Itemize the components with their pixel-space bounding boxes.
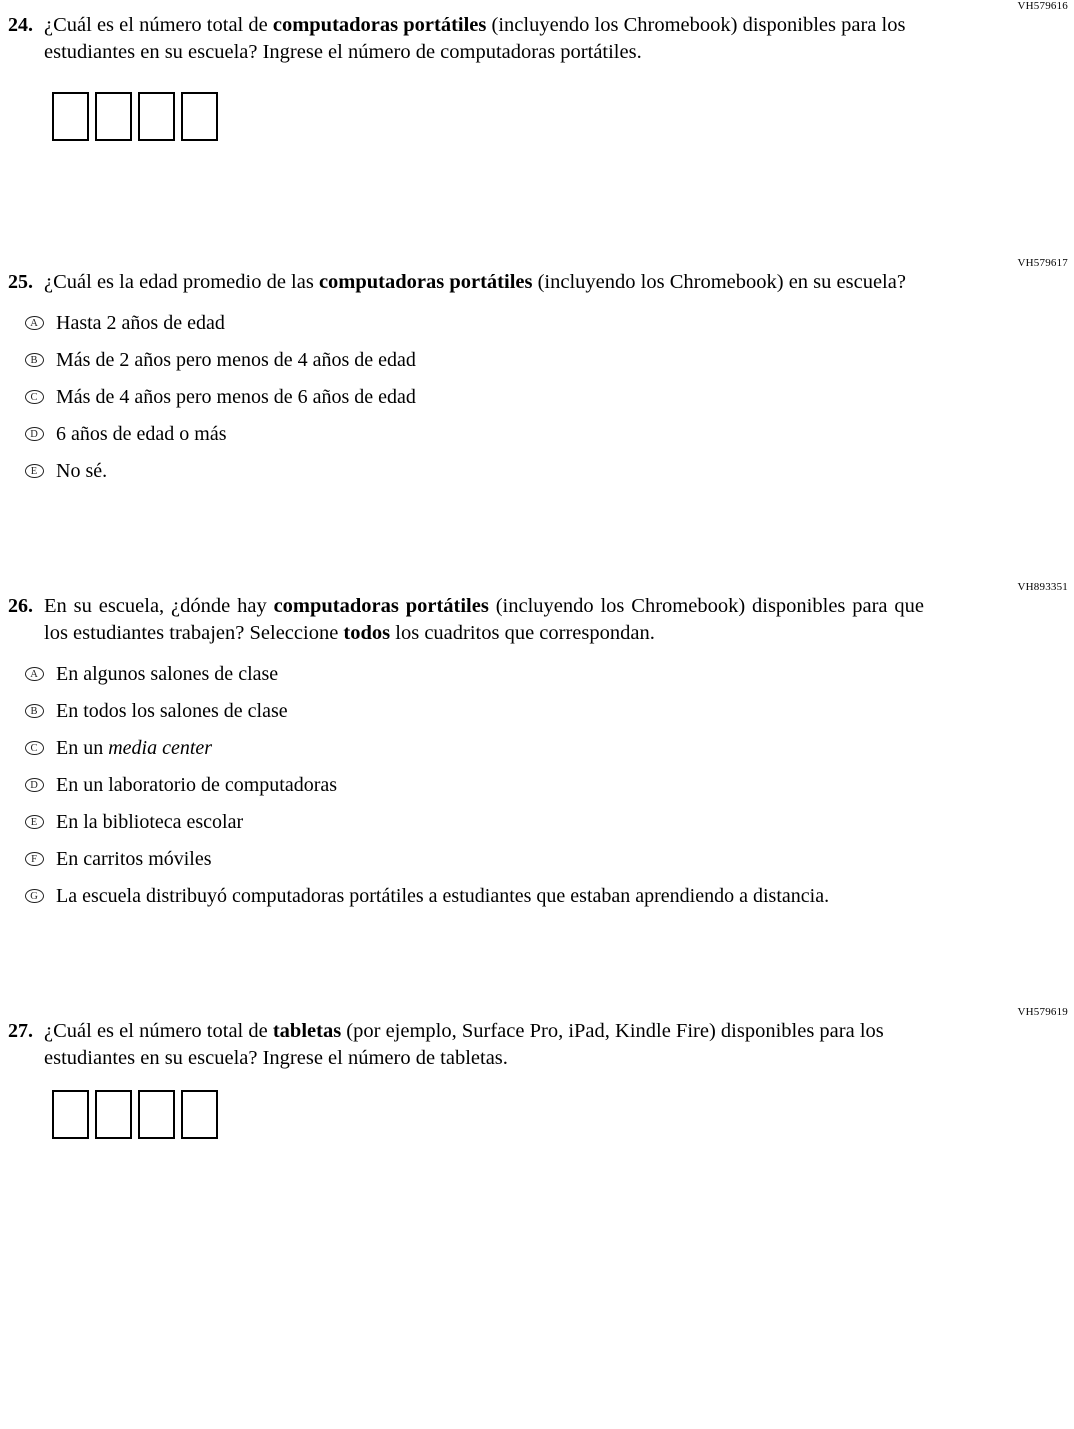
option-item[interactable]	[0, 772, 1074, 798]
question-text-part: (incluyendo los Chromebook) disponibles para los estudiantes en su escuela? Ingrese el número de computadoras portátiles.	[44, 14, 906, 64]
question-number-26: 26.	[8, 595, 33, 618]
question-text-emphasis: todos	[343, 622, 391, 645]
option-label: Más de 4 años pero menos de 6 años de edad	[56, 386, 416, 409]
option-bullet[interactable]	[12, 310, 56, 331]
option-bullet[interactable]	[12, 661, 56, 682]
option-oval-icon[interactable]: E	[25, 464, 44, 478]
option-list-25	[0, 310, 1074, 484]
option-label: En todos los salones de clase	[56, 700, 288, 723]
question-code-26: VH893351	[1017, 581, 1068, 594]
option-item[interactable]	[0, 698, 1074, 724]
option-label: En algunos salones de clase	[56, 663, 279, 686]
option-label: Hasta 2 años de edad	[56, 312, 225, 335]
option-item[interactable]	[0, 846, 1074, 872]
question-text-part: ¿Cuál es el número total de	[44, 14, 273, 36]
answer-box[interactable]	[138, 92, 175, 141]
answer-box[interactable]	[52, 92, 89, 141]
question-text-part: (incluyendo los Chromebook) en su escuela?	[532, 271, 906, 294]
option-oval-icon[interactable]: A	[25, 316, 44, 330]
question-text-emphasis: computadoras portátiles	[318, 271, 533, 294]
question-code-24: VH579616	[1017, 0, 1068, 12]
option-oval-icon[interactable]: B	[25, 704, 44, 718]
option-label-italic: media center	[108, 737, 213, 760]
option-bullet[interactable]	[12, 772, 56, 793]
question-text-emphasis: computadoras portátiles	[273, 595, 489, 618]
option-label: La escuela distribuyó computadoras portátiles a estudiantes que estaban aprendiendo a distancia.	[56, 885, 830, 908]
option-item[interactable]	[0, 458, 1074, 484]
question-number-25: 25.	[8, 271, 33, 294]
option-label: 6 años de edad o más	[56, 423, 227, 446]
answer-box[interactable]	[181, 1090, 218, 1139]
option-bullet[interactable]	[12, 883, 56, 904]
option-oval-icon[interactable]: C	[25, 390, 44, 404]
question-text-emphasis: tabletas	[272, 1020, 342, 1043]
answer-box[interactable]	[52, 1090, 89, 1139]
option-item[interactable]	[0, 735, 1074, 761]
answer-box-group-24[interactable]	[52, 92, 1074, 141]
option-oval-icon[interactable]: D	[25, 778, 44, 792]
option-oval-icon[interactable]: C	[25, 741, 44, 755]
question-code-25: VH579617	[1017, 257, 1068, 270]
section-spacer	[0, 495, 1074, 581]
question-block-27	[0, 1006, 1074, 1139]
option-label: No sé.	[56, 460, 108, 483]
option-bullet[interactable]	[12, 347, 56, 368]
option-item[interactable]	[0, 883, 1074, 909]
option-bullet[interactable]	[12, 384, 56, 405]
question-text-part: (incluyendo los Chromebook) disponibles para que los estudiantes trabajen? Seleccione	[44, 595, 924, 645]
question-text-27	[44, 1018, 934, 1072]
section-spacer	[0, 141, 1074, 257]
question-text-part: (por ejemplo, Surface Pro, iPad, Kindle Fire) disponibles para los estudiantes en su escuela? Ingrese el número de tabletas.	[44, 1020, 884, 1070]
option-item[interactable]	[0, 421, 1074, 447]
question-number-27: 27.	[8, 1020, 33, 1043]
answer-box[interactable]	[95, 92, 132, 141]
option-oval-icon[interactable]: A	[25, 667, 44, 681]
question-text-emphasis: computadoras portátiles	[272, 14, 487, 36]
section-spacer	[0, 920, 1074, 1006]
option-item[interactable]	[0, 661, 1074, 687]
option-bullet[interactable]	[12, 809, 56, 830]
option-item[interactable]	[0, 347, 1074, 373]
option-label: En la biblioteca escolar	[56, 811, 244, 834]
answer-box[interactable]	[181, 92, 218, 141]
question-text-part: En su escuela, ¿dónde hay	[44, 595, 274, 618]
question-block-26	[0, 581, 1074, 909]
question-block-24	[0, 0, 1074, 141]
question-code-27: VH579619	[1017, 1006, 1068, 1019]
option-bullet[interactable]	[12, 458, 56, 479]
answer-box[interactable]	[138, 1090, 175, 1139]
question-block-25	[0, 257, 1074, 484]
question-text-part: ¿Cuál es la edad promedio de las	[44, 271, 319, 294]
option-oval-icon[interactable]: G	[25, 889, 44, 903]
option-label	[56, 735, 212, 761]
option-oval-icon[interactable]: D	[25, 427, 44, 441]
question-text-24	[44, 12, 934, 66]
question-text-25	[44, 269, 916, 296]
option-item[interactable]	[0, 809, 1074, 835]
answer-box[interactable]	[95, 1090, 132, 1139]
option-label: En un laboratorio de computadoras	[56, 774, 338, 797]
question-text-part: los cuadritos que correspondan.	[390, 622, 655, 645]
option-item[interactable]	[0, 310, 1074, 336]
option-item[interactable]	[0, 384, 1074, 410]
question-number-24: 24.	[8, 14, 33, 36]
option-bullet[interactable]	[12, 846, 56, 867]
option-bullet[interactable]	[12, 735, 56, 756]
option-bullet[interactable]	[12, 698, 56, 719]
option-label: En carritos móviles	[56, 848, 212, 871]
option-oval-icon[interactable]: B	[25, 353, 44, 367]
answer-box-group-27[interactable]	[52, 1090, 1074, 1139]
option-label: Más de 2 años pero menos de 4 años de edad	[56, 349, 416, 372]
option-oval-icon[interactable]: E	[25, 815, 44, 829]
question-text-part: ¿Cuál es el número total de	[44, 1020, 273, 1043]
option-list-26	[0, 661, 1074, 909]
option-bullet[interactable]	[12, 421, 56, 442]
question-text-26	[44, 593, 934, 647]
option-oval-icon[interactable]: F	[25, 852, 44, 866]
option-label-text: En un	[56, 737, 109, 760]
